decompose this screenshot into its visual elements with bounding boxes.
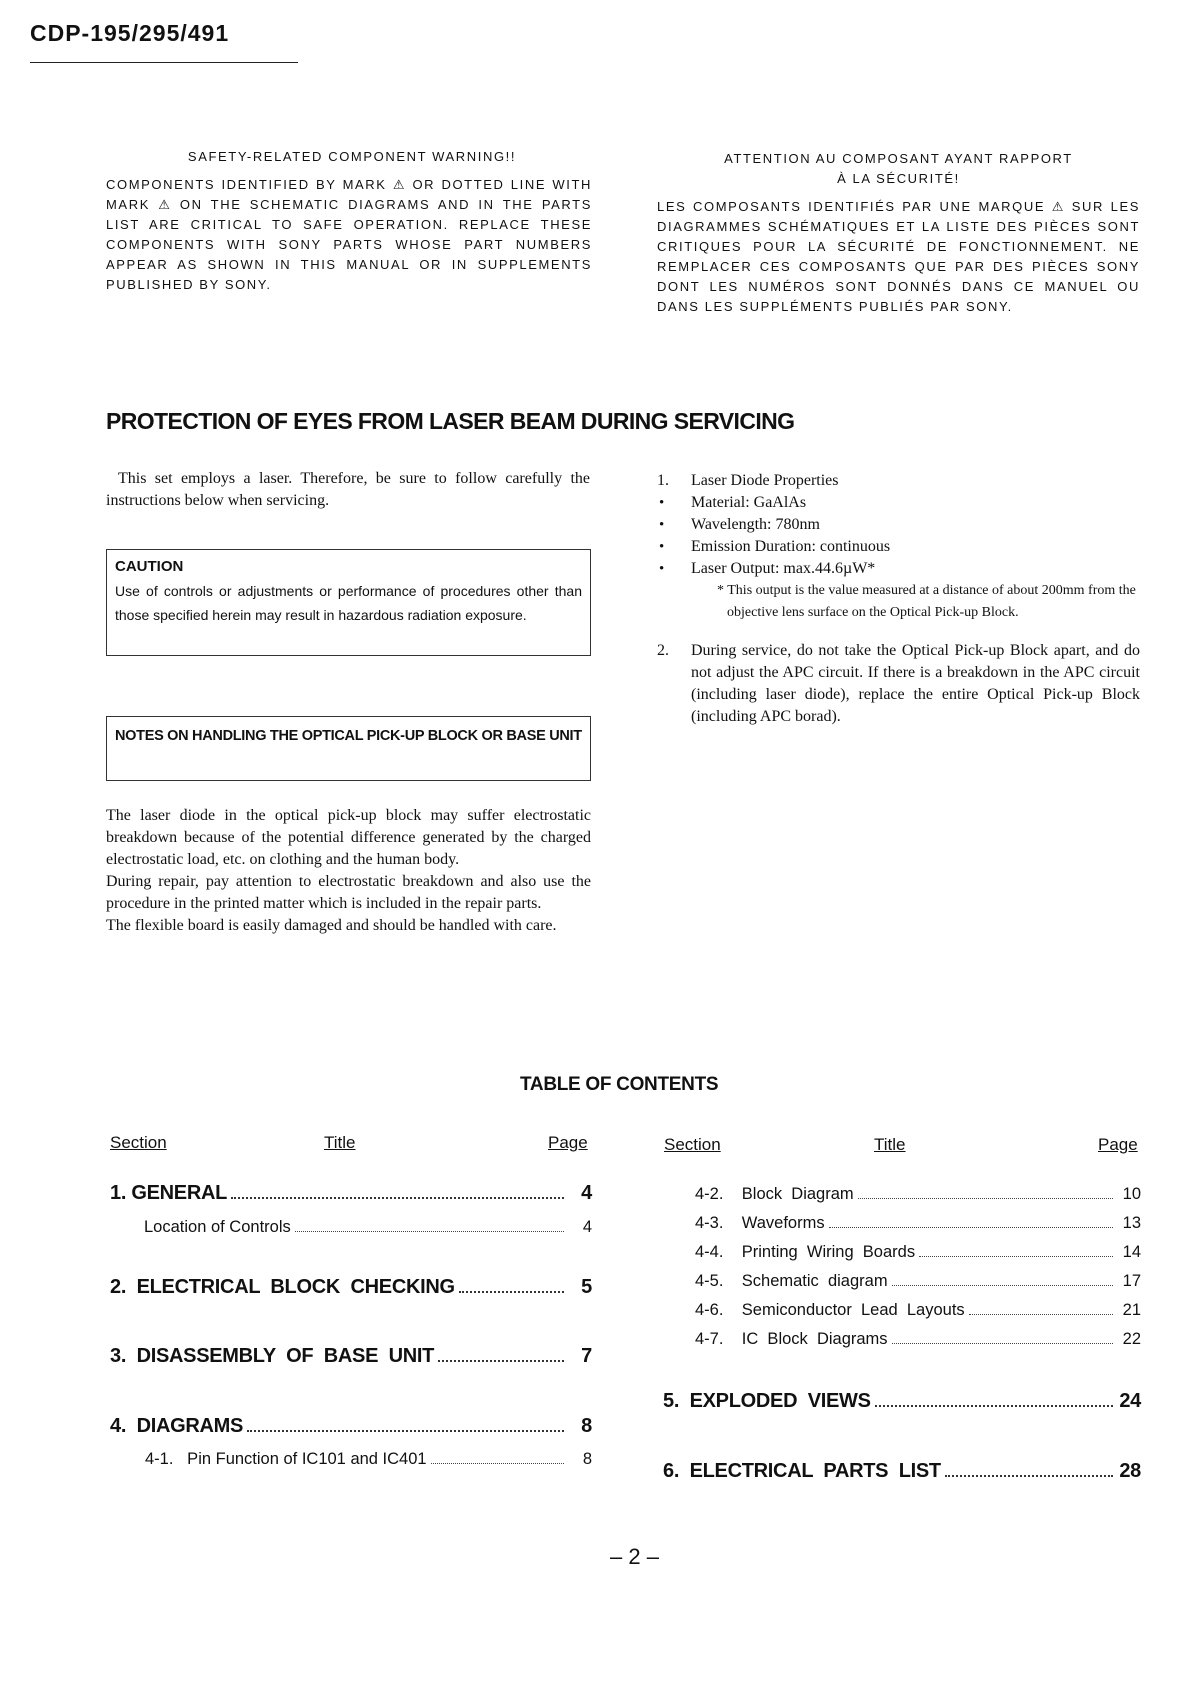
toc-col-page: Page bbox=[1098, 1135, 1138, 1154]
page-number: – 2 – bbox=[610, 1544, 659, 1569]
warning-triangle-icon: ⚠ bbox=[392, 177, 407, 192]
toc-entry-page: 17 bbox=[1122, 1272, 1141, 1290]
toc-leader bbox=[829, 1227, 1113, 1228]
toc-entry-page: 4 bbox=[581, 1182, 592, 1204]
warning-text: OR DOTTED LINE WITH MARK bbox=[106, 177, 593, 212]
toc-entry-label: 5. EXPLODED VIEWS bbox=[663, 1390, 871, 1412]
toc-leader bbox=[247, 1430, 564, 1432]
warning-fr-title-line: À LA SÉCURITÉ! bbox=[837, 171, 960, 186]
caution-body: Use of controls or adjustments or performance of procedures other than those specified herein may result in hazardous radiation exposure. bbox=[115, 583, 582, 623]
toc-entry-page: 7 bbox=[581, 1345, 592, 1367]
toc-entry[interactable] bbox=[695, 1214, 1141, 1233]
toc-leader bbox=[438, 1360, 564, 1362]
warning-text: COMPONENTS IDENTIFIED BY MARK bbox=[106, 177, 387, 192]
intro-text bbox=[106, 468, 590, 512]
handling-paragraph: The flexible board is easily damaged and should be handled with care. bbox=[106, 917, 557, 934]
bullet-item bbox=[655, 492, 1140, 514]
toc-leader bbox=[295, 1231, 564, 1232]
toc-leader bbox=[231, 1197, 564, 1199]
warning-triangle-icon: ⚠ bbox=[158, 197, 172, 212]
toc-entry-page: 24 bbox=[1119, 1390, 1141, 1412]
safety-warning-en bbox=[106, 147, 592, 295]
toc-entry-label: 4-7. IC Block Diagrams bbox=[695, 1330, 888, 1348]
toc-entry-label: 4-6. Semiconductor Lead Layouts bbox=[695, 1301, 965, 1319]
toc-entry[interactable] bbox=[110, 1345, 592, 1368]
bullet-icon: • bbox=[659, 495, 665, 511]
toc-entry-label: 4. DIAGRAMS bbox=[110, 1415, 244, 1437]
warning-fr-title-line: ATTENTION AU COMPOSANT AYANT RAPPORT bbox=[724, 151, 1073, 166]
warning-text: LES COMPOSANTS IDENTIFIÉS PAR UNE MARQUE bbox=[657, 199, 1046, 214]
bullet-text: Emission Duration: continuous bbox=[691, 538, 891, 555]
bullet-icon: • bbox=[659, 561, 665, 577]
toc-col-title: Title bbox=[874, 1135, 906, 1154]
toc-leader bbox=[431, 1463, 564, 1464]
item-number: 1. bbox=[657, 472, 669, 489]
laser-properties bbox=[655, 470, 1140, 728]
toc-entry-label: 6. ELECTRICAL PARTS LIST bbox=[663, 1460, 941, 1482]
toc-entry-page: 4 bbox=[582, 1218, 592, 1236]
bullet-text: Material: GaAlAs bbox=[691, 494, 807, 511]
toc-entry-page: 13 bbox=[1122, 1214, 1141, 1232]
toc-col-section: Section bbox=[110, 1133, 167, 1152]
toc-entry[interactable] bbox=[110, 1276, 592, 1299]
safety-warning-title: SAFETY-RELATED COMPONENT WARNING!! bbox=[187, 149, 517, 164]
item-title: Laser Diode Properties bbox=[691, 472, 839, 489]
toc-entry-label: Location of Controls bbox=[144, 1218, 291, 1236]
toc-entry[interactable] bbox=[145, 1450, 592, 1469]
item-number: 2. bbox=[657, 642, 669, 659]
toc-entry[interactable] bbox=[695, 1330, 1141, 1349]
footnote: * This output is the value measured at a distance of about 200mm from the objective lens surface on the Optical Pick-up Block. bbox=[717, 583, 1136, 620]
bullet-icon: • bbox=[659, 517, 665, 533]
warning-text: SUR LES DIAGRAMMES SCHÉMATIQUES ET LA LISTE DES PIÈCES SONT CRITIQUES POUR LA SÉCURITÉ DE FONCTIONNEMENT. NE REMPLACER CES COMPOSANTS QUE PAR DES PIÈCES SONY DONT LES NUMÉROS SONT DONNÉS DANS CE MANUEL OU DANS LES SUPPLÉMENTS PUBLIÉS PAR SONY. bbox=[657, 199, 1140, 314]
warning-triangle-icon: ⚠ bbox=[1051, 199, 1066, 214]
toc-leader bbox=[875, 1405, 1113, 1407]
warning-text: ON THE SCHEMATIC DIAGRAMS AND IN THE PARTS LIST ARE CRITICAL TO SAFE OPERATION. REPLACE THESE COMPONENTS WITH SONY PARTS WHOSE PART NUMBERS APPEAR AS SHOWN IN THIS MANUAL OR IN SUPPLEMENTS PUBLISHED BY SONY. bbox=[106, 197, 592, 292]
list-item bbox=[655, 640, 1140, 728]
safety-warning-body bbox=[106, 175, 592, 295]
toc-entry[interactable] bbox=[110, 1182, 592, 1205]
handling-paragraph: The laser diode in the optical pick-up block may suffer electrostatic breakdown because of the potential difference generated by the charged electrostatic load, etc. on clothing and the human body. bbox=[106, 807, 591, 868]
toc-entry-page: 28 bbox=[1119, 1460, 1141, 1482]
notes-box bbox=[106, 716, 591, 781]
bullet-item bbox=[655, 514, 1140, 536]
toc-entry[interactable] bbox=[663, 1460, 1141, 1483]
section-heading: PROTECTION OF EYES FROM LASER BEAM DURING SERVICING bbox=[106, 408, 795, 434]
toc-entry[interactable] bbox=[110, 1415, 592, 1438]
toc-leader bbox=[892, 1285, 1113, 1286]
toc-entry-page: 22 bbox=[1122, 1330, 1141, 1348]
bullet-text: Laser Output: max.44.6µW* bbox=[691, 560, 876, 577]
toc-leader bbox=[459, 1291, 564, 1293]
toc-entry[interactable] bbox=[695, 1243, 1141, 1262]
handling-paragraph: During repair, pay attention to electrostatic breakdown and also use the procedure in the printed matter which is included in the repair parts. bbox=[106, 873, 591, 912]
toc-entry-label: 1. GENERAL bbox=[110, 1182, 228, 1204]
bullet-item bbox=[655, 558, 1140, 580]
toc-entry[interactable] bbox=[695, 1272, 1141, 1291]
toc-entry-page: 8 bbox=[582, 1450, 592, 1468]
toc-entry-label: 2. ELECTRICAL BLOCK CHECKING bbox=[110, 1276, 455, 1298]
caution-box bbox=[106, 549, 591, 656]
bullet-icon: • bbox=[659, 539, 665, 555]
toc-leader bbox=[858, 1198, 1113, 1199]
toc-entry-label: 3. DISASSEMBLY OF BASE UNIT bbox=[110, 1345, 435, 1367]
toc-entry-label: 4-3. Waveforms bbox=[695, 1214, 825, 1232]
safety-warning-fr-body bbox=[657, 197, 1140, 317]
list-item bbox=[655, 470, 1140, 492]
toc-leader bbox=[892, 1343, 1113, 1344]
toc-entry[interactable] bbox=[695, 1185, 1141, 1204]
model-number: CDP-195/295/491 bbox=[30, 20, 230, 46]
toc-leader bbox=[945, 1475, 1113, 1477]
toc-entry-label: 4-1. Pin Function of IC101 and IC401 bbox=[145, 1450, 427, 1468]
toc-entry-label: 4-2. Block Diagram bbox=[695, 1185, 854, 1203]
safety-warning-fr bbox=[657, 149, 1140, 317]
toc-col-section: Section bbox=[664, 1135, 721, 1154]
toc-entry-label: 4-4. Printing Wiring Boards bbox=[695, 1243, 916, 1261]
safety-warning-fr-title bbox=[657, 149, 1140, 189]
handling-text bbox=[106, 805, 591, 937]
toc-entry[interactable] bbox=[144, 1218, 592, 1237]
toc-col-page: Page bbox=[548, 1133, 588, 1152]
caution-title: CAUTION bbox=[115, 558, 184, 575]
intro-paragraph: This set employs a laser. Therefore, be sure to follow carefully the instructions below when servicing. bbox=[106, 470, 590, 509]
toc-leader bbox=[919, 1256, 1113, 1257]
toc-leader bbox=[969, 1314, 1113, 1315]
bullet-item bbox=[655, 536, 1140, 558]
toc-entry[interactable] bbox=[663, 1390, 1141, 1413]
toc-col-title: Title bbox=[324, 1133, 356, 1152]
toc-entry-page: 21 bbox=[1122, 1301, 1141, 1319]
toc-entry-page: 5 bbox=[581, 1276, 592, 1298]
header-rule bbox=[30, 62, 298, 63]
toc-entry-page: 8 bbox=[581, 1415, 592, 1437]
toc-heading: TABLE OF CONTENTS bbox=[520, 1074, 719, 1095]
notes-title: NOTES ON HANDLING THE OPTICAL PICK-UP BLOCK OR BASE UNIT bbox=[115, 728, 582, 744]
bullet-text: Wavelength: 780nm bbox=[691, 516, 820, 533]
toc-entry-label: 4-5. Schematic diagram bbox=[695, 1272, 888, 1290]
item-text: During service, do not take the Optical Pick-up Block apart, and do not adjust the APC circuit. If there is a breakdown in the APC circuit (including laser diode), replace the entire Optical Pick-up Block (including APC borad). bbox=[691, 642, 1140, 725]
toc-entry-page: 10 bbox=[1122, 1185, 1141, 1203]
toc-entry[interactable] bbox=[695, 1301, 1141, 1320]
toc-entry-page: 14 bbox=[1122, 1243, 1141, 1261]
